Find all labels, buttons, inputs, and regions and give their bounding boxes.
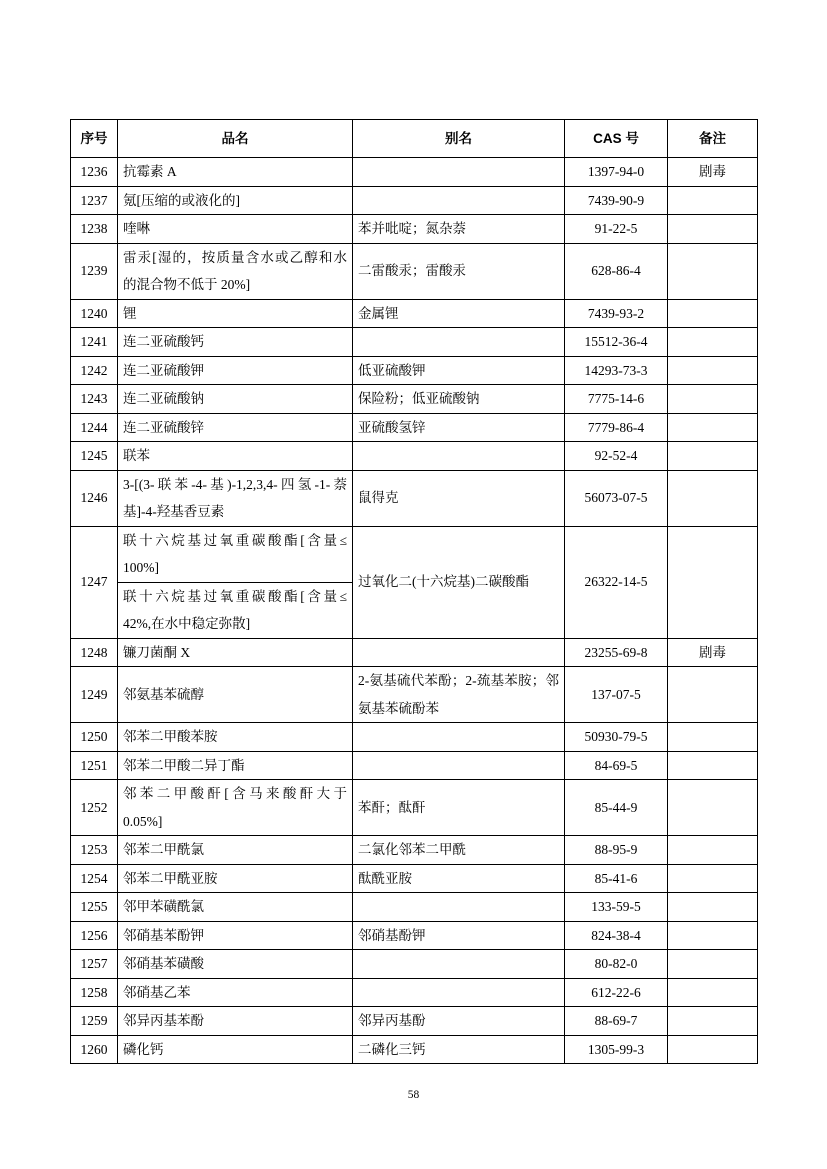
alias xyxy=(353,723,565,752)
table-row xyxy=(71,893,758,922)
remark xyxy=(668,470,758,526)
remark xyxy=(668,950,758,979)
serial-number: 1250 xyxy=(71,723,118,752)
serial-number: 1254 xyxy=(71,864,118,893)
catalog-table xyxy=(70,119,758,1064)
serial-number: 1248 xyxy=(71,638,118,667)
cas-number: 80-82-0 xyxy=(565,950,668,979)
remark xyxy=(668,780,758,836)
header-alias: 别名 xyxy=(353,120,565,158)
alias xyxy=(353,638,565,667)
table-row xyxy=(71,667,758,723)
header-product-name: 品名 xyxy=(118,120,353,158)
cas-number: 88-95-9 xyxy=(565,836,668,865)
remark xyxy=(668,751,758,780)
table-row xyxy=(71,836,758,865)
cas-number: 7439-90-9 xyxy=(565,186,668,215)
product-name: 邻苯二甲酰氯 xyxy=(118,836,353,865)
product-name-line: 联十六烷基过氧重碳酸酯[含量≤ xyxy=(123,532,347,548)
serial-number: 1237 xyxy=(71,186,118,215)
product-name-line: 的混合物不低于 20%] xyxy=(123,277,251,292)
table-row xyxy=(71,299,758,328)
table-row xyxy=(71,356,758,385)
remark xyxy=(668,385,758,414)
alias: 金属锂 xyxy=(353,299,565,328)
product-name: 连二亚硫酸锌 xyxy=(118,413,353,442)
cas-number: 23255-69-8 xyxy=(565,638,668,667)
product-name xyxy=(118,780,353,836)
serial-number: 1260 xyxy=(71,1035,118,1064)
remark xyxy=(668,186,758,215)
product-name: 磷化钙 xyxy=(118,1035,353,1064)
remark xyxy=(668,723,758,752)
product-name-line: 42%,在水中稳定弥散] xyxy=(123,616,251,631)
product-name: 连二亚硫酸钾 xyxy=(118,356,353,385)
table-row xyxy=(71,526,758,582)
alias: 亚硫酸氢锌 xyxy=(353,413,565,442)
serial-number: 1240 xyxy=(71,299,118,328)
table-row xyxy=(71,328,758,357)
remark xyxy=(668,526,758,638)
product-name-line: 联十六烷基过氧重碳酸酯[含量≤ xyxy=(123,588,347,604)
alias xyxy=(353,328,565,357)
table-row xyxy=(71,780,758,836)
alias: 过氧化二(十六烷基)二碳酸酯 xyxy=(353,526,565,638)
product-name: 邻苯二甲酸二异丁酯 xyxy=(118,751,353,780)
remark xyxy=(668,299,758,328)
serial-number: 1236 xyxy=(71,158,118,187)
serial-number: 1246 xyxy=(71,470,118,526)
table-row xyxy=(71,413,758,442)
table-row xyxy=(71,1007,758,1036)
product-name xyxy=(118,470,353,526)
product-name-line: 3-[(3-联苯-4-基)-1,2,3,4-四氢-1-萘 xyxy=(123,476,347,492)
page-number: 58 xyxy=(407,1089,420,1101)
cas-number: 824-38-4 xyxy=(565,921,668,950)
cas-number: 1305-99-3 xyxy=(565,1035,668,1064)
cas-number: 7439-93-2 xyxy=(565,299,668,328)
product-name: 联苯 xyxy=(118,442,353,471)
product-name xyxy=(118,243,353,299)
remark xyxy=(668,413,758,442)
remark xyxy=(668,442,758,471)
table-row xyxy=(71,385,758,414)
cas-number: 628-86-4 xyxy=(565,243,668,299)
cas-number: 85-44-9 xyxy=(565,780,668,836)
remark xyxy=(668,215,758,244)
alias xyxy=(353,950,565,979)
alias xyxy=(353,667,565,723)
cas-number: 15512-36-4 xyxy=(565,328,668,357)
serial-number: 1243 xyxy=(71,385,118,414)
table-row xyxy=(71,158,758,187)
serial-number: 1249 xyxy=(71,667,118,723)
product-name: 连二亚硫酸钙 xyxy=(118,328,353,357)
serial-number: 1238 xyxy=(71,215,118,244)
product-name: 镰刀菌酮 X xyxy=(118,638,353,667)
alias xyxy=(353,751,565,780)
serial-number: 1259 xyxy=(71,1007,118,1036)
remark xyxy=(668,978,758,1007)
product-name: 抗霉素 A xyxy=(118,158,353,187)
table-row xyxy=(71,751,758,780)
table-row xyxy=(71,978,758,1007)
product-name-line: 邻苯二甲酸酐[含马来酸酐大于 xyxy=(123,786,347,801)
product-name: 邻异丙基苯酚 xyxy=(118,1007,353,1036)
cas-number: 7775-14-6 xyxy=(565,385,668,414)
header-cas-number: CAS 号 xyxy=(565,120,668,158)
serial-number: 1242 xyxy=(71,356,118,385)
cas-number: 1397-94-0 xyxy=(565,158,668,187)
alias xyxy=(353,186,565,215)
serial-number: 1244 xyxy=(71,413,118,442)
remark xyxy=(668,356,758,385)
table-row xyxy=(71,442,758,471)
product-name: 邻苯二甲酰亚胺 xyxy=(118,864,353,893)
serial-number: 1257 xyxy=(71,950,118,979)
cas-number: 56073-07-5 xyxy=(565,470,668,526)
product-name: 邻硝基苯酚钾 xyxy=(118,921,353,950)
remark xyxy=(668,864,758,893)
table-row xyxy=(71,950,758,979)
product-name xyxy=(118,526,353,582)
table-row xyxy=(71,864,758,893)
serial-number: 1241 xyxy=(71,328,118,357)
remark xyxy=(668,328,758,357)
serial-number: 1247 xyxy=(71,526,118,638)
serial-number: 1256 xyxy=(71,921,118,950)
cas-number: 91-22-5 xyxy=(565,215,668,244)
remark: 剧毒 xyxy=(668,638,758,667)
alias: 酞酰亚胺 xyxy=(353,864,565,893)
remark: 剧毒 xyxy=(668,158,758,187)
cas-number: 7779-86-4 xyxy=(565,413,668,442)
product-name-line: 雷汞[湿的，按质量含水或乙醇和水 xyxy=(123,249,347,265)
serial-number: 1253 xyxy=(71,836,118,865)
product-name: 邻硝基乙苯 xyxy=(118,978,353,1007)
product-name: 氪[压缩的或液化的] xyxy=(118,186,353,215)
serial-number: 1255 xyxy=(71,893,118,922)
serial-number: 1245 xyxy=(71,442,118,471)
alias: 苯并吡啶；氮杂萘 xyxy=(353,215,565,244)
alias: 邻异丙基酚 xyxy=(353,1007,565,1036)
alias: 二雷酸汞；雷酸汞 xyxy=(353,243,565,299)
alias: 二磷化三钙 xyxy=(353,1035,565,1064)
alias-line: 2-氨基硫代苯酚；2-巯基苯胺；邻 xyxy=(358,673,559,688)
alias: 低亚硫酸钾 xyxy=(353,356,565,385)
remark xyxy=(668,1007,758,1036)
remark xyxy=(668,667,758,723)
table-row xyxy=(71,470,758,526)
alias: 保险粉；低亚硫酸钠 xyxy=(353,385,565,414)
remark xyxy=(668,836,758,865)
cas-number: 137-07-5 xyxy=(565,667,668,723)
alias: 苯酐；酞酐 xyxy=(353,780,565,836)
alias: 邻硝基酚钾 xyxy=(353,921,565,950)
cas-number: 26322-14-5 xyxy=(565,526,668,638)
remark xyxy=(668,893,758,922)
cas-number: 88-69-7 xyxy=(565,1007,668,1036)
product-name: 邻硝基苯磺酸 xyxy=(118,950,353,979)
cas-number: 92-52-4 xyxy=(565,442,668,471)
table-row xyxy=(71,921,758,950)
serial-number: 1252 xyxy=(71,780,118,836)
cas-number: 133-59-5 xyxy=(565,893,668,922)
product-name: 邻氨基苯硫醇 xyxy=(118,667,353,723)
remark xyxy=(668,243,758,299)
alias: 鼠得克 xyxy=(353,470,565,526)
cas-number: 84-69-5 xyxy=(565,751,668,780)
product-name-line: 100%] xyxy=(123,560,159,575)
serial-number: 1239 xyxy=(71,243,118,299)
alias xyxy=(353,442,565,471)
cas-number: 50930-79-5 xyxy=(565,723,668,752)
product-name xyxy=(118,582,353,638)
alias xyxy=(353,158,565,187)
alias xyxy=(353,893,565,922)
serial-number: 1251 xyxy=(71,751,118,780)
header-serial-number: 序号 xyxy=(71,120,118,158)
remark xyxy=(668,1035,758,1064)
product-name-line: 基]-4-羟基香豆素 xyxy=(123,504,225,519)
table-row xyxy=(71,243,758,299)
table-header-row xyxy=(71,120,758,158)
product-name: 连二亚硫酸钠 xyxy=(118,385,353,414)
product-name: 锂 xyxy=(118,299,353,328)
cas-number: 14293-73-3 xyxy=(565,356,668,385)
alias xyxy=(353,978,565,1007)
product-name: 喹啉 xyxy=(118,215,353,244)
alias-line: 氨基苯硫酚苯 xyxy=(358,700,439,716)
table-row xyxy=(71,186,758,215)
serial-number: 1258 xyxy=(71,978,118,1007)
product-name: 邻甲苯磺酰氯 xyxy=(118,893,353,922)
product-name: 邻苯二甲酸苯胺 xyxy=(118,723,353,752)
remark xyxy=(668,921,758,950)
table-row xyxy=(71,723,758,752)
cas-number: 85-41-6 xyxy=(565,864,668,893)
product-name-line: 0.05%] xyxy=(123,813,163,829)
table-row xyxy=(71,1035,758,1064)
cas-number: 612-22-6 xyxy=(565,978,668,1007)
alias: 二氯化邻苯二甲酰 xyxy=(353,836,565,865)
header-remark: 备注 xyxy=(668,120,758,158)
table-row xyxy=(71,215,758,244)
table-row xyxy=(71,638,758,667)
